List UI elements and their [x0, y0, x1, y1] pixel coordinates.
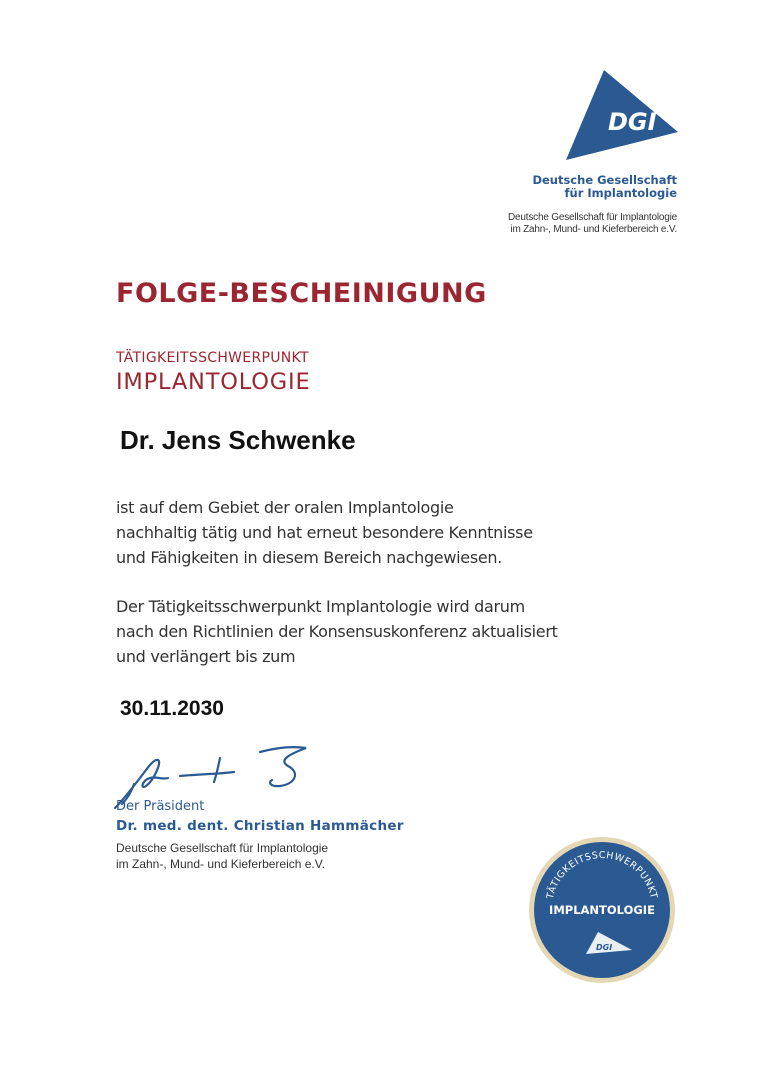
paragraph-line: ist auf dem Gebiet der oralen Implantologie	[116, 498, 454, 517]
implantologie-seal	[528, 836, 676, 984]
paragraph-line: und Fähigkeiten in diesem Bereich nachgewiesen.	[116, 548, 503, 567]
paragraph-line: Der Tätigkeitsschwerpunkt Implantologie wird darum	[116, 597, 525, 616]
org-subtitle	[508, 212, 677, 236]
signatory-organisation	[116, 840, 328, 872]
signatory-org-line2: im Zahn-, Mund- und Kieferbereich e.V.	[116, 857, 325, 871]
paragraph-line: nachhaltig tätig und hat erneut besondere Kenntnisse	[116, 523, 533, 542]
dgi-logo	[566, 68, 680, 160]
svg-text:TÄTIGKEITSSCHWERPUNKT: TÄTIGKEITSSCHWERPUNKT	[544, 849, 660, 901]
signatory-role: Der Präsident	[116, 799, 205, 814]
org-subtitle-line2: im Zahn-, Mund- und Kieferbereich e.V.	[510, 224, 677, 235]
signatory-name: Dr. med. dent. Christian Hammächer	[116, 818, 404, 834]
svg-text:IMPLANTOLOGIE: IMPLANTOLOGIE	[549, 903, 655, 917]
org-name	[532, 174, 677, 200]
org-name-line2: für Implantologie	[564, 186, 677, 200]
paragraph-line: und verlängert bis zum	[116, 647, 296, 666]
svg-text:DGI: DGI	[608, 108, 657, 136]
signatory-org-line1: Deutsche Gesellschaft für Implantologie	[116, 841, 329, 855]
body-paragraph-2	[116, 594, 558, 669]
paragraph-line: nach den Richtlinien der Konsensuskonferenz aktualisiert	[116, 622, 558, 641]
org-name-line1: Deutsche Gesellschaft	[532, 173, 677, 187]
valid-until-date: 30.11.2030	[120, 697, 224, 720]
certificate-title: FOLGE-BESCHEINIGUNG	[116, 278, 487, 309]
org-subtitle-line1: Deutsche Gesellschaft für Implantologie	[508, 212, 677, 223]
recipient-name: Dr. Jens Schwenke	[120, 425, 356, 455]
body-paragraph-1	[116, 495, 533, 570]
focus-area: IMPLANTOLOGIE	[116, 369, 311, 395]
focus-label: TÄTIGKEITSSCHWERPUNKT	[116, 350, 309, 366]
svg-text:DGI: DGI	[596, 943, 613, 952]
